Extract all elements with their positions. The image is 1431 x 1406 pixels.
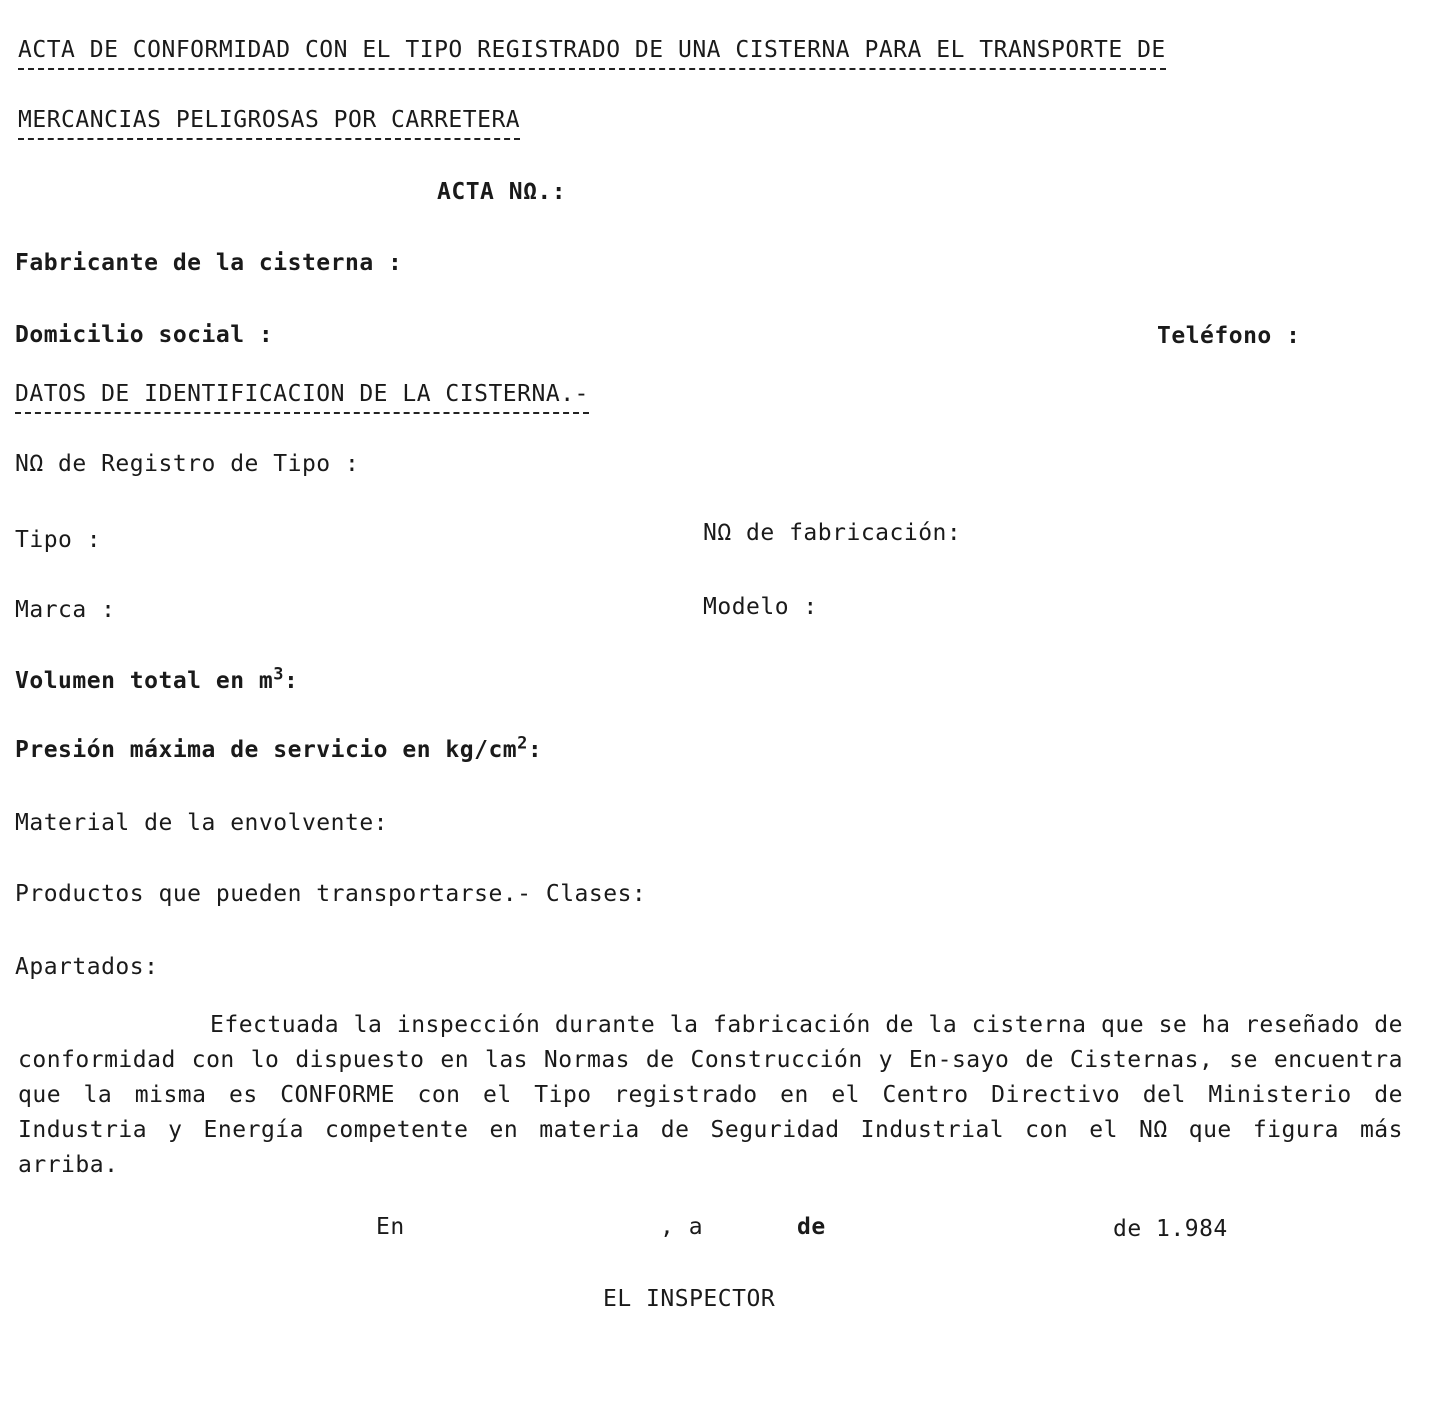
manufacturer-label: Fabricante de la cisterna : [15, 250, 403, 276]
type-registration-number-label: NΩ de Registro de Tipo : [15, 451, 360, 477]
document-title-line-1: ACTA DE CONFORMIDAD CON EL TIPO REGISTRADO DE UNA CISTERNA PARA EL TRANSPORTE DE [18, 36, 1166, 70]
model-label: Modelo : [703, 594, 818, 620]
manufacturing-number-label: NΩ de fabricación: [703, 520, 962, 546]
acta-number-label: ACTA NΩ.: [437, 179, 567, 205]
total-volume-label: Volumen total en $m^3$: [15, 664, 299, 694]
registered-address-label: Domicilio social : [15, 322, 274, 348]
section-heading: DATOS DE IDENTIFICACION DE LA CISTERNA.- [15, 380, 589, 414]
transportable-products-label: Productos que pueden transportarse.- Clases: [15, 881, 647, 907]
max-pressure-label: Presión máxima de servicio en $kg/cm^2$: [15, 733, 543, 763]
brand-label: Marca : [15, 597, 116, 623]
date-month-label: de [797, 1214, 826, 1240]
type-label: Tipo : [15, 527, 102, 553]
date-day-label: , a [660, 1214, 704, 1240]
sections-label: Apartados: [15, 954, 159, 980]
shell-material-label: Material de la envolvente: [15, 810, 389, 836]
conformity-statement: Efectuada la inspección durante la fabricación de la cisterna que se ha reseñado de conformidad con lo dispuesto en las Normas de Construcción y En-sayo de Cisternas, se encuentra que la misma es CONFORME con el Tipo registrado en el Centro Directivo del Ministerio de Industria y Energía competente en materia de Seguridad Industrial con el NΩ que figura más arriba. [18, 1012, 1403, 1178]
inspector-signature-label: EL INSPECTOR [603, 1286, 776, 1312]
phone-label: Teléfono : [1157, 323, 1301, 349]
date-year-label: de 1.984 [1113, 1216, 1228, 1242]
date-place-label: En [376, 1214, 405, 1240]
document-title-line-2: MERCANCIAS PELIGROSAS POR CARRETERA [18, 106, 520, 140]
